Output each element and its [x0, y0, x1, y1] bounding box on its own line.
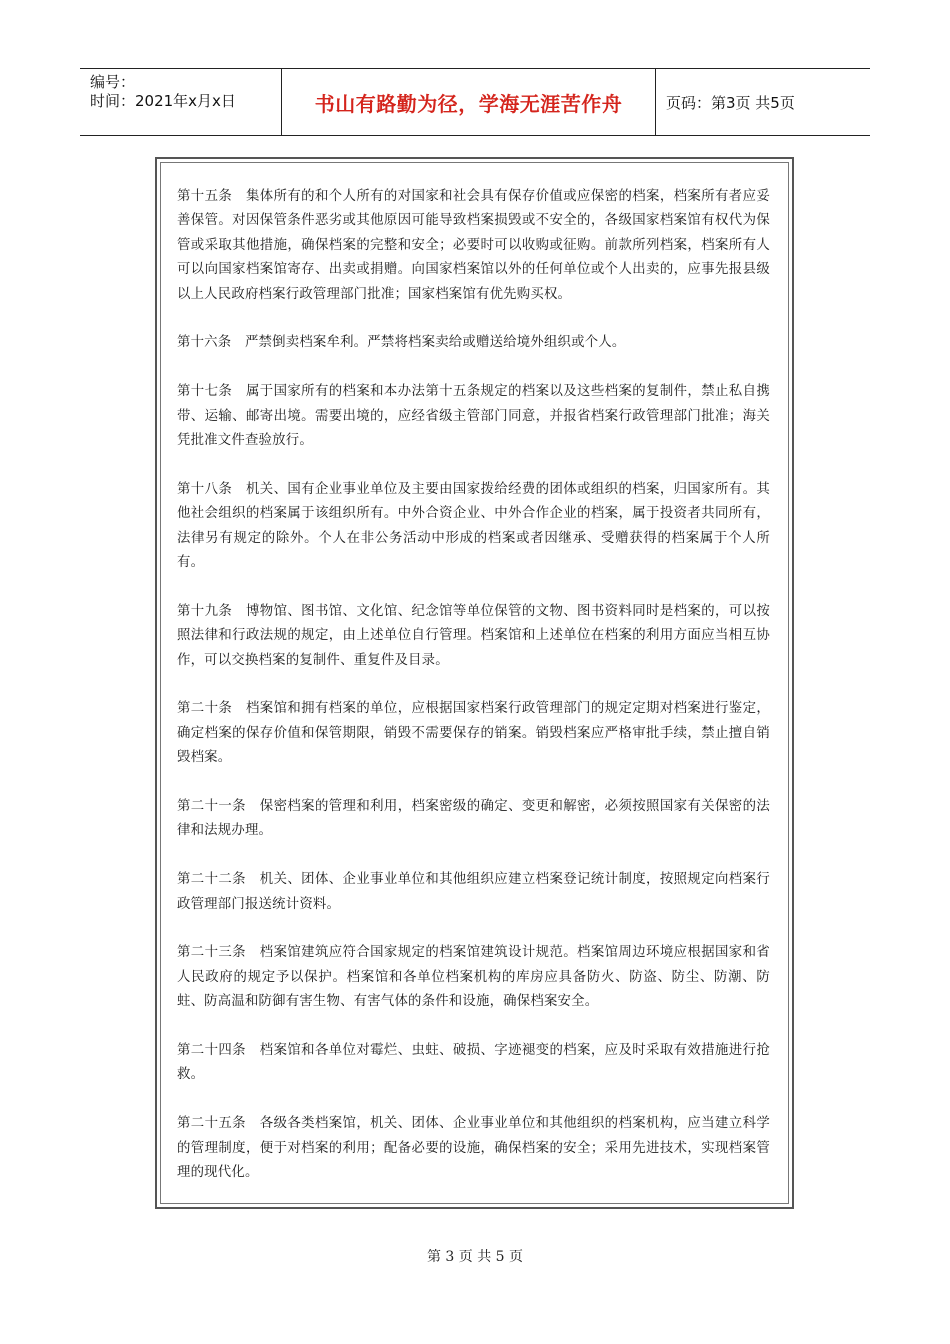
article-17: 第十七条 属于国家所有的档案和本办法第十五条规定的档案以及这些档案的复制件，禁止私自携带、运输、邮寄出境。需要出境的，应经省级主管部门同意，并报省档案行政管理部门批准；海关凭批准文件查验放行。 — [177, 384, 770, 449]
content-body — [160, 162, 789, 1204]
header-slogan: 书山有路勤为径，学海无涯苦作舟 — [314, 91, 623, 116]
header-page-label: 页码：第3页 共5页 — [666, 93, 795, 112]
article-19: 第十九条 博物馆、图书馆、文化馆、纪念馆等单位保管的文物、图书资料同时是档案的，可以按照法律和行政法规的规定，由上述单位自行管理。档案馆和上述单位在档案的利用方面应当相互协作，可以交换档案的复制件、重复件及目录。 — [177, 603, 770, 668]
document-number-label: 编号： — [90, 73, 136, 91]
header-page-cell — [656, 69, 870, 135]
article-25: 第二十五条 各级各类档案馆，机关、团体、企业事业单位和其他组织的档案机构，应当建立科学的管理制度，便于对档案的利用；配备必要的设施，确保档案的安全；采用先进技术，实现档案管理的现代化。 — [177, 1116, 770, 1181]
page-footer: 第 3 页 共 5 页 — [426, 1249, 524, 1265]
header-meta — [80, 69, 282, 135]
article-24: 第二十四条 档案馆和各单位对霉烂、虫蛀、破损、字迹褪变的档案，应及时采取有效措施进行抢救。 — [177, 1043, 770, 1083]
document-time-label: 时间：2021年x月x日 — [90, 92, 236, 110]
article-16: 第十六条 严禁倒卖档案牟利。严禁将档案卖给或赠送给境外组织或个人。 — [177, 335, 626, 351]
article-18: 第十八条 机关、国有企业事业单位及主要由国家拨给经费的团体或组织的档案，归国家所有。其他社会组织的档案属于该组织所有。中外合资企业、中外合作企业的档案，属于投资者共同所有，法律另有规定的除外。个人在非公务活动中形成的档案或者因继承、受赠获得的档案属于个人所有。 — [177, 481, 770, 571]
article-23: 第二十三条 档案馆建筑应符合国家规定的档案馆建筑设计规范。档案馆周边环境应根据国家和省人民政府的规定予以保护。档案馆和各单位档案机构的库房应具备防火、防盗、防尘、防潮、防蛀、防高温和防御有害生物、有害气体的条件和设施，确保档案安全。 — [177, 945, 770, 1010]
page-header — [80, 68, 870, 136]
article-15: 第十五条 集体所有的和个人所有的对国家和社会具有保存价值或应保密的档案，档案所有者应妥善保管。对因保管条件恶劣或其他原因可能导致档案损毁或不安全的，各级国家档案馆有权代为保管或采取其他措施，确保档案的完整和安全；必要时可以收购或征购。前款所列档案，档案所有人可以向国家档案馆寄存、出卖或捐赠。向国家档案馆以外的任何单位或个人出卖的，应事先报县级以上人民政府档案行政管理部门批准；国家档案馆有优先购买权。 — [177, 189, 770, 302]
header-slogan-cell — [282, 69, 656, 135]
content-frame — [155, 157, 794, 1209]
article-21: 第二十一条 保密档案的管理和利用，档案密级的确定、变更和解密，必须按照国家有关保密的法律和法规办理。 — [177, 799, 770, 839]
article-20: 第二十条 档案馆和拥有档案的单位，应根据国家档案行政管理部门的规定定期对档案进行鉴定，确定档案的保存价值和保管期限，销毁不需要保存的销案。销毁档案应严格审批手续，禁止擅自销毁档案。 — [177, 701, 770, 766]
article-22: 第二十二条 机关、团体、企业事业单位和其他组织应建立档案登记统计制度，按照规定向档案行政管理部门报送统计资料。 — [177, 872, 770, 912]
